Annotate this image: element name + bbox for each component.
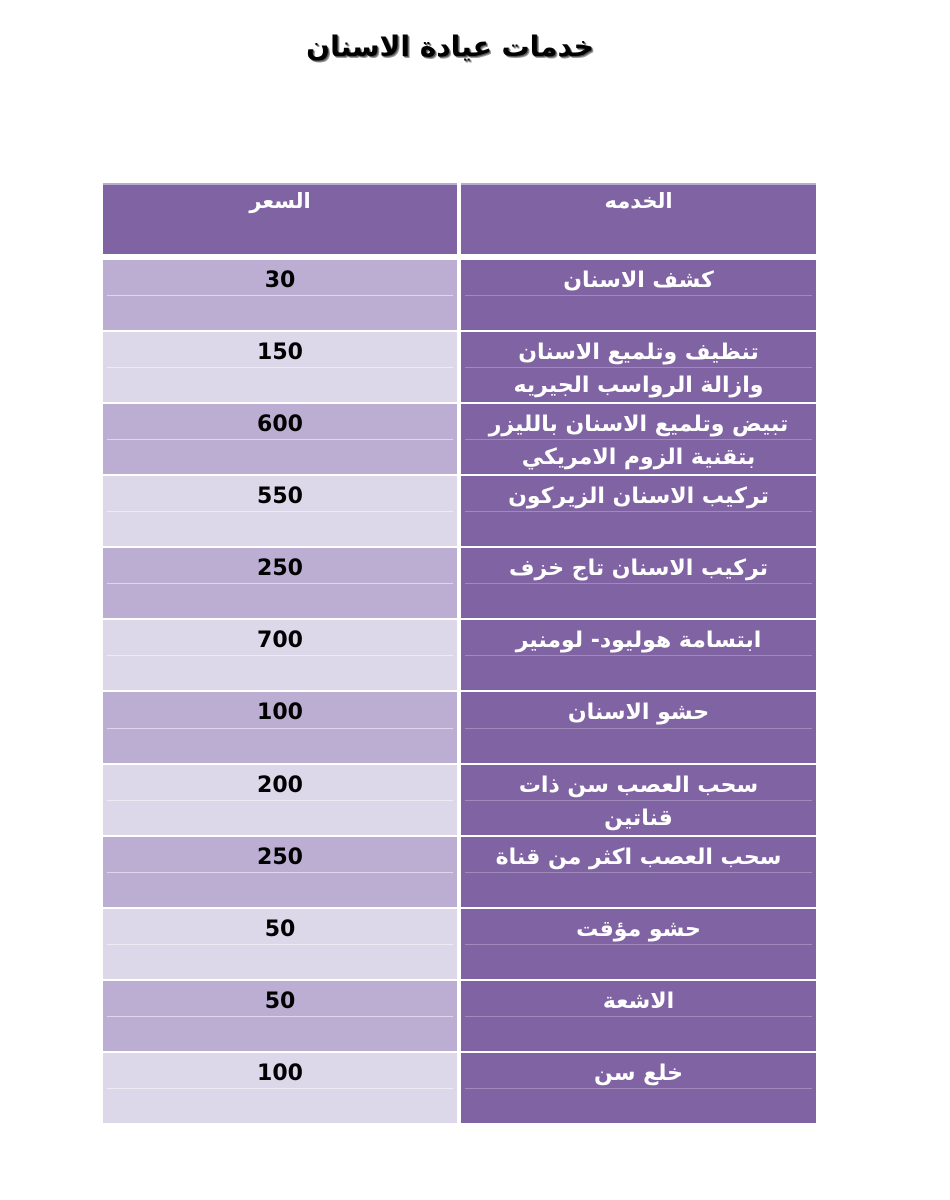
price-table xyxy=(103,183,816,1125)
service-cell: تركيب الاسنان تاج خزف xyxy=(461,548,816,618)
service-cell: حشو الاسنان xyxy=(461,692,816,762)
price-cell: 600 xyxy=(103,404,457,474)
table-body xyxy=(103,260,816,1125)
table-row xyxy=(103,837,816,909)
header-price: السعر xyxy=(103,183,457,254)
price-cell: 700 xyxy=(103,620,457,690)
table-row xyxy=(103,1053,816,1125)
service-cell: الاشعة xyxy=(461,981,816,1051)
table-row xyxy=(103,692,816,764)
table-row xyxy=(103,332,816,404)
service-cell: ابتسامة هوليود- لومنير xyxy=(461,620,816,690)
price-cell: 100 xyxy=(103,692,457,762)
service-cell: تنظيف وتلميع الاسنان وازالة الرواسب الجيريه xyxy=(461,332,816,402)
table-header-row xyxy=(103,183,816,254)
price-cell: 250 xyxy=(103,548,457,618)
service-cell: سحب العصب سن ذات قناتين xyxy=(461,765,816,835)
price-cell: 50 xyxy=(103,909,457,979)
service-cell: خلع سن xyxy=(461,1053,816,1123)
table-row xyxy=(103,476,816,548)
service-cell: كشف الاسنان xyxy=(461,260,816,330)
service-cell: سحب العصب اكثر من قناة xyxy=(461,837,816,907)
table-row xyxy=(103,620,816,692)
table-row xyxy=(103,260,816,332)
price-cell: 100 xyxy=(103,1053,457,1123)
price-cell: 200 xyxy=(103,765,457,835)
header-service: الخدمه xyxy=(461,183,816,254)
price-cell: 30 xyxy=(103,260,457,330)
table-row xyxy=(103,404,816,476)
price-cell: 550 xyxy=(103,476,457,546)
price-cell: 250 xyxy=(103,837,457,907)
table-row xyxy=(103,909,816,981)
service-cell: تركيب الاسنان الزيركون xyxy=(461,476,816,546)
table-row xyxy=(103,765,816,837)
page-title: خدمات عيادة الاسنان xyxy=(306,30,594,63)
service-cell: حشو مؤقت xyxy=(461,909,816,979)
price-cell: 150 xyxy=(103,332,457,402)
price-cell: 50 xyxy=(103,981,457,1051)
table-row xyxy=(103,548,816,620)
table-row xyxy=(103,981,816,1053)
service-cell: تبيض وتلميع الاسنان بالليزر بتقنية الزوم الامريكي xyxy=(461,404,816,474)
